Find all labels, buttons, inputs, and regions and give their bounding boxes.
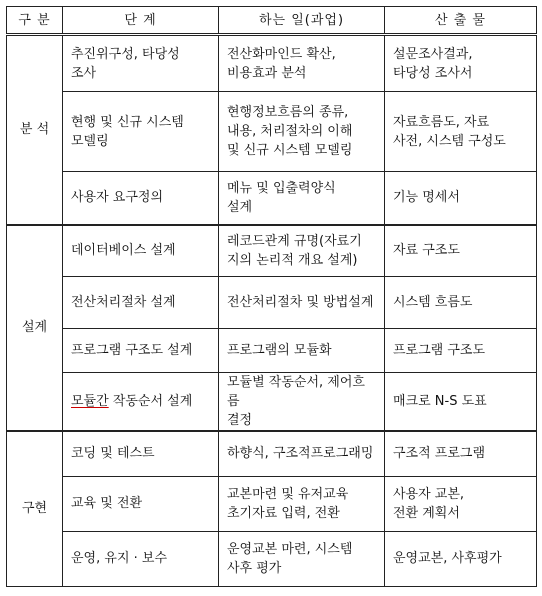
- cell-line: 사용자 교본,: [393, 486, 465, 502]
- cell-line: 기능 명세서: [393, 190, 460, 206]
- cell-line: 교육 및 전환: [71, 496, 143, 511]
- cell-line: 비용효과 분석: [227, 65, 307, 81]
- tasks-cell: [219, 431, 385, 476]
- group-label: 설계: [7, 225, 63, 432]
- underlined-word: 모듈간: [71, 394, 109, 409]
- lifecycle-table-wrapper: [6, 6, 536, 587]
- outputs-cell: [385, 373, 537, 432]
- cell-line: 모델링: [71, 133, 109, 149]
- tasks-cell: [219, 277, 385, 329]
- cell-line: [71, 392, 210, 411]
- stage-cell: [63, 277, 219, 329]
- cell-line: 프로그램 구조도: [393, 343, 486, 358]
- outputs-cell: [385, 431, 537, 476]
- cell-line: 설문조사결과,: [393, 46, 473, 62]
- outputs-cell: [385, 92, 537, 172]
- lifecycle-table: [6, 6, 537, 587]
- cell-line: 추진위구성, 타당성: [71, 46, 180, 62]
- table-row: [7, 172, 537, 225]
- cell-line: 코딩 및 테스트: [71, 446, 155, 462]
- group-label: 분 석: [7, 35, 63, 225]
- tasks-cell: [219, 92, 385, 172]
- cell-line: 구조적 프로그램: [393, 446, 486, 462]
- stage-cell: [63, 92, 219, 172]
- tasks-cell: [219, 329, 385, 373]
- table-row: [7, 277, 537, 329]
- table-body: [7, 35, 537, 587]
- outputs-cell: [385, 35, 537, 92]
- cell-line: 지의 논리적 개요 설계): [227, 252, 358, 268]
- tasks-cell: [219, 531, 385, 586]
- stage-cell: [63, 225, 219, 277]
- cell-line: 전산처리절차 설계: [71, 295, 176, 310]
- outputs-cell: [385, 277, 537, 329]
- cell-line: 내용, 처리절차의 이해: [227, 124, 353, 139]
- cell-line: 프로그램 구조도 설계: [71, 343, 193, 358]
- table-row: [7, 476, 537, 531]
- cell-line: 현행 및 신규 시스템: [71, 114, 184, 130]
- outputs-cell: [385, 476, 537, 531]
- cell-line: 하향식, 구조적프로그래밍: [227, 446, 374, 462]
- group-label: 구현: [7, 431, 63, 586]
- cell-line: 전산처리절차 및 방법설계: [227, 295, 374, 310]
- cell-line: 사전, 시스템 구성도: [393, 133, 506, 149]
- cell-line: 및 신규 시스템 모델링: [227, 143, 353, 158]
- cell-line: 운영교본 마련, 시스템: [227, 541, 353, 557]
- cell-line: 설계: [227, 199, 253, 215]
- table-row: [7, 431, 537, 476]
- cell-line: 레코드관계 규명(자료기: [227, 233, 362, 249]
- stage-cell: [63, 172, 219, 225]
- stage-cell: [63, 35, 219, 92]
- cell-line: 전환 계획서: [393, 505, 460, 521]
- cell-line: 전산화마인드 확산,: [227, 46, 336, 62]
- cell-line: 메뉴 및 입출력양식: [227, 180, 336, 196]
- header-outputs: 산 출 물: [385, 7, 537, 35]
- header-category: 구 분: [7, 7, 63, 35]
- cell-line: 운영, 유지 · 보수: [71, 551, 168, 566]
- cell-line: 자료흐름도, 자료: [393, 114, 490, 130]
- cell-line: 프로그램의 모듈화: [227, 343, 332, 358]
- cell-line: 운영교본, 사후평가: [393, 551, 502, 566]
- cell-line: 사후 평가: [227, 560, 282, 576]
- table-row: [7, 373, 537, 432]
- tasks-cell: [219, 373, 385, 432]
- cell-line: 현행정보흐름의 종류,: [227, 105, 349, 120]
- cell-line: 모듈별 작동순서, 제어흐름: [227, 375, 365, 409]
- outputs-cell: [385, 172, 537, 225]
- cell-line: 자료 구조도: [393, 243, 460, 259]
- table-row: [7, 92, 537, 172]
- table-row: [7, 329, 537, 373]
- cell-line: 사용자 요구정의: [71, 190, 164, 206]
- cell-line: 조사: [71, 65, 97, 81]
- cell-line: 데이터베이스 설계: [71, 243, 176, 259]
- header-tasks: 하는 일(과업): [219, 7, 385, 35]
- table-row: [7, 225, 537, 277]
- tasks-cell: [219, 225, 385, 277]
- table-row: [7, 35, 537, 92]
- header-row: [7, 7, 537, 35]
- table-row: [7, 531, 537, 586]
- tasks-cell: [219, 476, 385, 531]
- outputs-cell: [385, 329, 537, 373]
- header-stage: 단 계: [63, 7, 219, 35]
- tasks-cell: [219, 172, 385, 225]
- tasks-cell: [219, 35, 385, 92]
- cell-line: 매크로 N-S 도표: [393, 394, 487, 409]
- stage-cell: [63, 476, 219, 531]
- cell-line: 시스템 흐름도: [393, 295, 473, 310]
- stage-cell: [63, 431, 219, 476]
- outputs-cell: [385, 531, 537, 586]
- stage-cell: [63, 531, 219, 586]
- stage-cell: [63, 329, 219, 373]
- cell-line: 초기자료 입력, 전환: [227, 505, 340, 521]
- stage-text: 작동순서 설계: [108, 394, 193, 409]
- cell-line: 타당성 조사서: [393, 65, 473, 81]
- stage-cell: [63, 373, 219, 432]
- cell-line: 결정: [227, 413, 253, 428]
- outputs-cell: [385, 225, 537, 277]
- cell-line: 교본마련 및 유저교육: [227, 486, 349, 502]
